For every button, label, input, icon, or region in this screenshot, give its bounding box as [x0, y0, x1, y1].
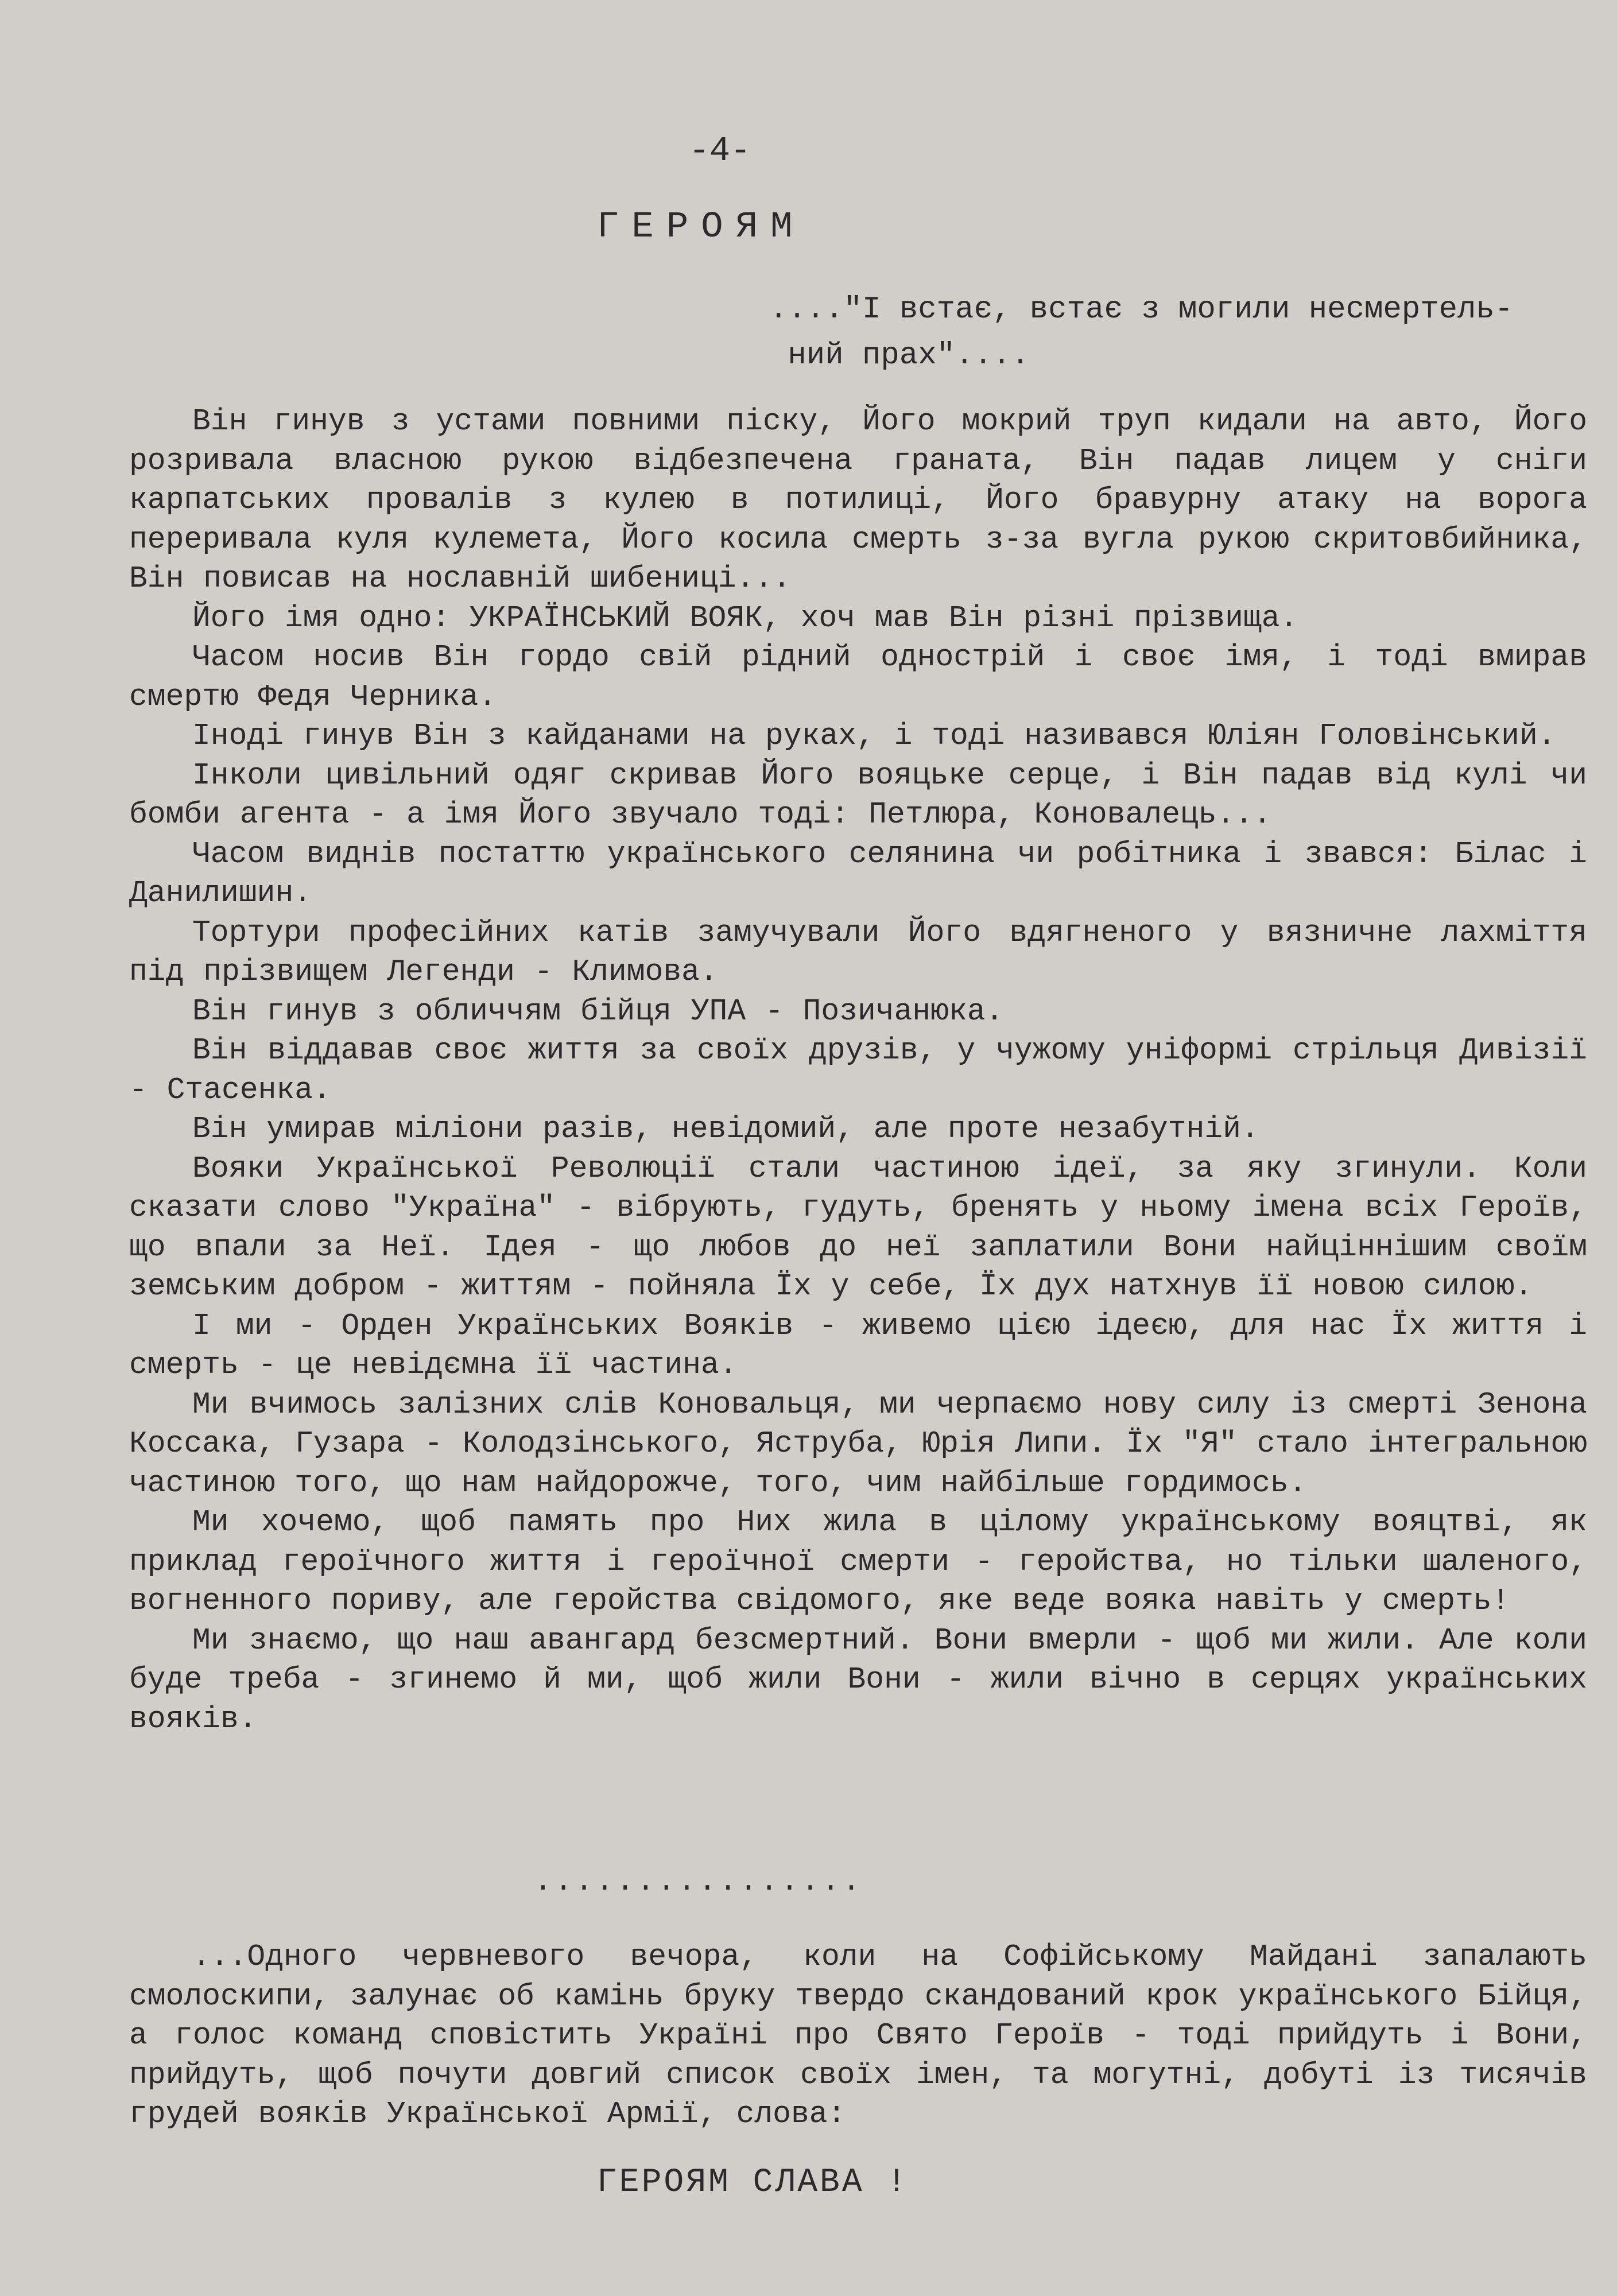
main-text: [129, 402, 1587, 1739]
paragraph: І ми - Орден Українських Вояків - живемо цією ідеєю, для нас Їх життя і смерть - це невідємна її частина.: [129, 1308, 1587, 1382]
paragraph: Він гинув з устами повними піску, Його мокрий труп кидали на авто, Його розривала власною рукою відбезпечена граната, Він падав лицем у сніги карпатських провалів з кулею в потилиці, Його бравурну атаку на ворога переривала куля кулемета, Його косила смерть з-за вугла рукою скритовбийника, Він повисав на нославній шибениці...: [129, 404, 1587, 596]
paragraph: Його імя одно: УКРАЇНСЬКИЙ ВОЯК, хоч мав Він різні прізвища.: [192, 600, 1298, 635]
paragraph: Часом носив Він гордо свій рідний однострій і своє імя, і тоді вмирав смертю Федя Черника.: [129, 640, 1587, 714]
paragraph: Часом виднів постаттю українського селянина чи робітника і звався: Білас і Данилишин.: [129, 836, 1587, 910]
section-separator: ................: [534, 1864, 863, 1899]
paragraph: Іноді гинув Він з кайданами на руках, і тоді називався Юліян Головінський.: [192, 719, 1556, 753]
paragraph: Інколи цивільний одяг скривав Його вояцьке серце, і Він падав від кулі чи бомби агента - а імя Його звучало тоді: Петлюра, Коновалець...: [129, 758, 1587, 832]
paragraph: Ми вчимось залізних слів Коновальця, ми черпаємо нову силу із смерті Зенона Коссака, Гузара - Колодзінського, Яструба, Юрія Липи. Їх "Я" стало інтегральною частиною того, що нам найдорожче, того, чим найбільше гордимось.: [129, 1387, 1587, 1500]
paragraph: Він віддавав своє життя за своїх друзів, у чужому уніформі стрільця Дивізії - Стасенка.: [129, 1033, 1587, 1107]
paragraph: Вояки Української Революції стали частиною ідеї, за яку згинули. Коли сказати слово "Україна" - вібрують, гудуть, бренять у ньому імена всіх Героїв, що впали за Неї. Ідея - що любов до неї заплатили Вони найціннішим своїм земським добром - життям - пойняла Їх у себе, Їх дух натхнув її новою силою.: [129, 1151, 1587, 1304]
page-title: ГЕРОЯМ: [597, 207, 805, 248]
paragraph: Ми знаємо, що наш авангард безсмертний. Вони вмерли - щоб ми жили. Але коли буде треба - згинемо й ми, щоб жили Вони - жили вічно в серцях українських вояків.: [129, 1623, 1587, 1736]
closing-text: [129, 1937, 1587, 2134]
page-number: -4-: [689, 132, 751, 171]
paragraph: Він гинув з обличчям бійця УПА - Позичанюка.: [192, 994, 1004, 1029]
epigraph: ...."І встає, встає з могили несмертель- ний прах"....: [769, 292, 1514, 373]
paragraph: Ми хочемо, щоб память про Них жила в цілому українському вояцтві, як приклад героїчного життя і героїчної смерти - геройства, но тільки шаленого, вогненного пориву, але геройства свідомого, яке веде вояка навіть у смерть!: [129, 1505, 1587, 1618]
paragraph: Тортури професійних катів замучували Його вдягненого у вязничне лахміття під прізвищем Легенди - Климова.: [129, 915, 1587, 989]
paragraph: Він умирав міліони разів, невідомий, але проте незабутній.: [192, 1112, 1259, 1146]
closing-slogan: ГЕРОЯМ СЛАВА !: [597, 2164, 909, 2201]
closing-paragraph: ...Одного червневого вечора, коли на Софійському Майдані запалають смолоскипи, залунає об камінь бруку твердо скандований крок українського Бійця, а голос команд сповістить Україні про Свято Героїв - тоді прийдуть і Вони, прийдуть, щоб почути довгий список своїх імен, та могутні, добуті із тисячів грудей вояків Української Армії, слова:: [129, 1940, 1587, 2131]
